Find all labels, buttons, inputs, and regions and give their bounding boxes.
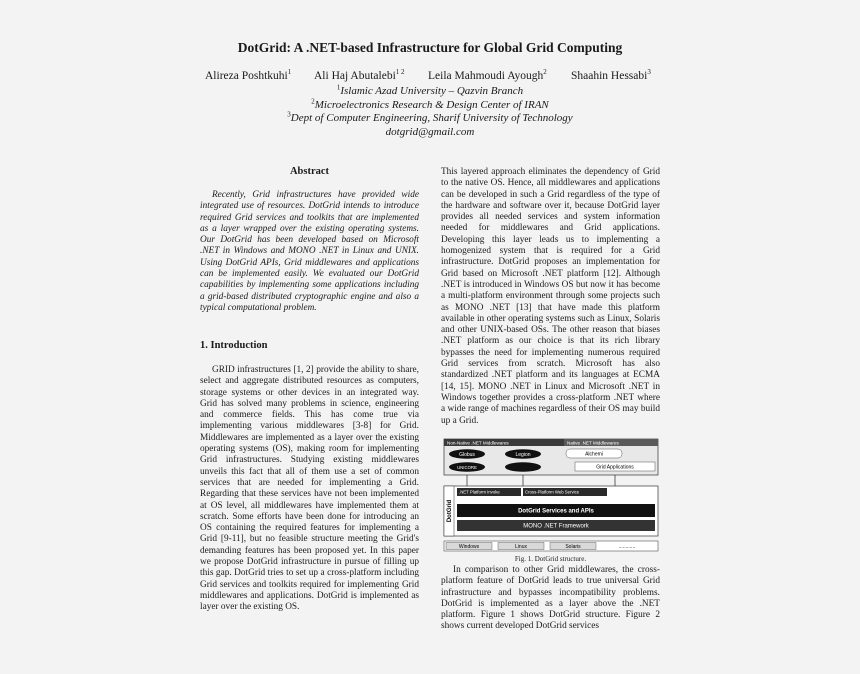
grid-apps-label: Grid Applications xyxy=(596,464,634,471)
intro-heading: 1. Introduction xyxy=(200,340,268,351)
affiliation-1: $^1$Islamic Azad University – Qazvin Branch xyxy=(336,83,524,97)
unicore-label: UNICORE xyxy=(457,465,477,470)
native-label: Native .NET Middlewares xyxy=(567,440,619,446)
author-1: Alireza Poshtkuhi$^1$ xyxy=(205,68,292,82)
author-3: Leila Mahmoudi Ayough$^2$ xyxy=(428,68,547,82)
email: dotgrid@gmail.com xyxy=(385,126,475,138)
figure-caption: Fig. 1. DotGrid structure. xyxy=(514,555,587,563)
legion-label: Legion xyxy=(515,452,531,458)
mono-framework-label: MONO .NET Framework xyxy=(523,523,589,530)
os-solaris-label: Solaris xyxy=(565,544,581,550)
abstract-text: Recently, Grid infrastructures have provided wide integrated use of resources. DotGrid intends to introduce required Grid services and toolkits that are implemented as a layer wrapped over the existing operating systems. Our DotGrid has been developed based on Microsoft .NET in Windows and MONO .NET in Linux and UNIX. Using DotGrid APIs, Grid middlewares and applications can be implemented easily. We evaluated our DotGrid capabilities by implementing some applications including a grid-based distributed cryptographic engine and also a typical computational problem. xyxy=(200,190,419,313)
dotgrid-services-label: DotGrid Services and APIs xyxy=(518,508,594,515)
right-column-text-2: In comparison to other Grid middlewares, the cross-platform feature of DotGrid leads to true universal Grid infrastructure and bypasses incompatibility problems. DotGrid is implemented as a layer above the .NET platform. Figure 1 shows DotGrid structure. Figure 2 shows current developed DotGrid services xyxy=(441,565,660,632)
intro-text: GRID infrastructures [1, 2] provide the ability to share, select and aggregate distributed resources as computers, storage systems or other devices in an integrated way. Grid has solved many problems in science, engineering and commerce fields. This has come true via implementing various middlewares [3-8] for Grid. Middlewares are implemented as a layer over the existing operating systems (OS), making room for implementing Grid infrastructures. Studying existing middlewares unveils this fact that all of them use a set of common services that are needed for implementing a Grid. Regarding that these services have not been implemented at OS level, all middlewares have implemented them at scratch. Some efforts have been done for introducing an OS containing the required features for implementing a Grid [9-11], but no feasible structure meeting the Grid's demanding features has been proposed yet. In this paper we propose DotGrid infrastructure in pursue of filling up this gap. DotGrid tries to set up a cross-platform including Grid services and toolkits required for implementing Grid middlewares and applications. DotGrid is implemented as layer over the existing OS. xyxy=(200,365,419,613)
right-column-text: This layered approach eliminates the dependency of Grid to the native OS. Hence, all middlewares and applications can be developed in such a Grid regardless of the type of the hardware and software over it, because DotGrid layer provides all needed services and system information needed for middlewares and Grid applications. Developing this layer leads us to implementing a homogenized system that is required for a Grid infrastructure. DotGrid proposes an implementation for Grid based on Microsoft .NET platform [12]. Although .NET is introduced in Windows OS but now it has become a multi-platform environment through some projects such as MONO .NET [13] that have made this platform available in other operating systems such as Linux, Solaris and other UNIX-based OSs. The other reason that biases .NET platform as our choice is that its rich library bypasses the need for implementing numerous required Grid services from scratch. Microsoft has also standardized .NET platform and its languages at ECMA [14, 15]. MONO .NET in Linux and Microsoft .NET in Windows together provides a cross-platform .NET where a wide range of machines regardless of their OS may build up a Grid. xyxy=(441,167,660,426)
paper-title: DotGrid: A .NET-based Infrastructure for Global Grid Computing xyxy=(237,40,623,55)
globus-label: Globus xyxy=(459,452,475,458)
os-linux-label: Linux xyxy=(515,544,527,550)
dotgrid-structure-figure xyxy=(443,438,659,553)
other-middleware-ellipse xyxy=(505,462,541,472)
alchemi-label: Alchemi xyxy=(585,451,603,458)
affiliation-2: $^2$Microelectronics Research & Design Center of IRAN xyxy=(311,97,549,111)
os-windows-label: Windows xyxy=(458,544,480,550)
affiliation-3: $^3$Dept of Computer Engineering, Sharif University of Technology xyxy=(287,110,573,124)
non-native-label: Non-Native .NET Middlewares xyxy=(447,440,509,446)
dotgrid-side-label: DotGrid xyxy=(447,499,453,523)
net-platform-invoke-label: .NET Platform Invoke xyxy=(459,489,500,495)
abstract-heading: Abstract xyxy=(289,166,330,177)
os-more-label: ............ xyxy=(618,544,636,550)
author-2: Ali Haj Abutalebi$^{1 2}$ xyxy=(314,68,405,82)
author-4: Shaahin Hessabi$^3$ xyxy=(571,68,651,82)
cross-platform-ws-label: Cross-Platform Web Service xyxy=(525,489,580,495)
